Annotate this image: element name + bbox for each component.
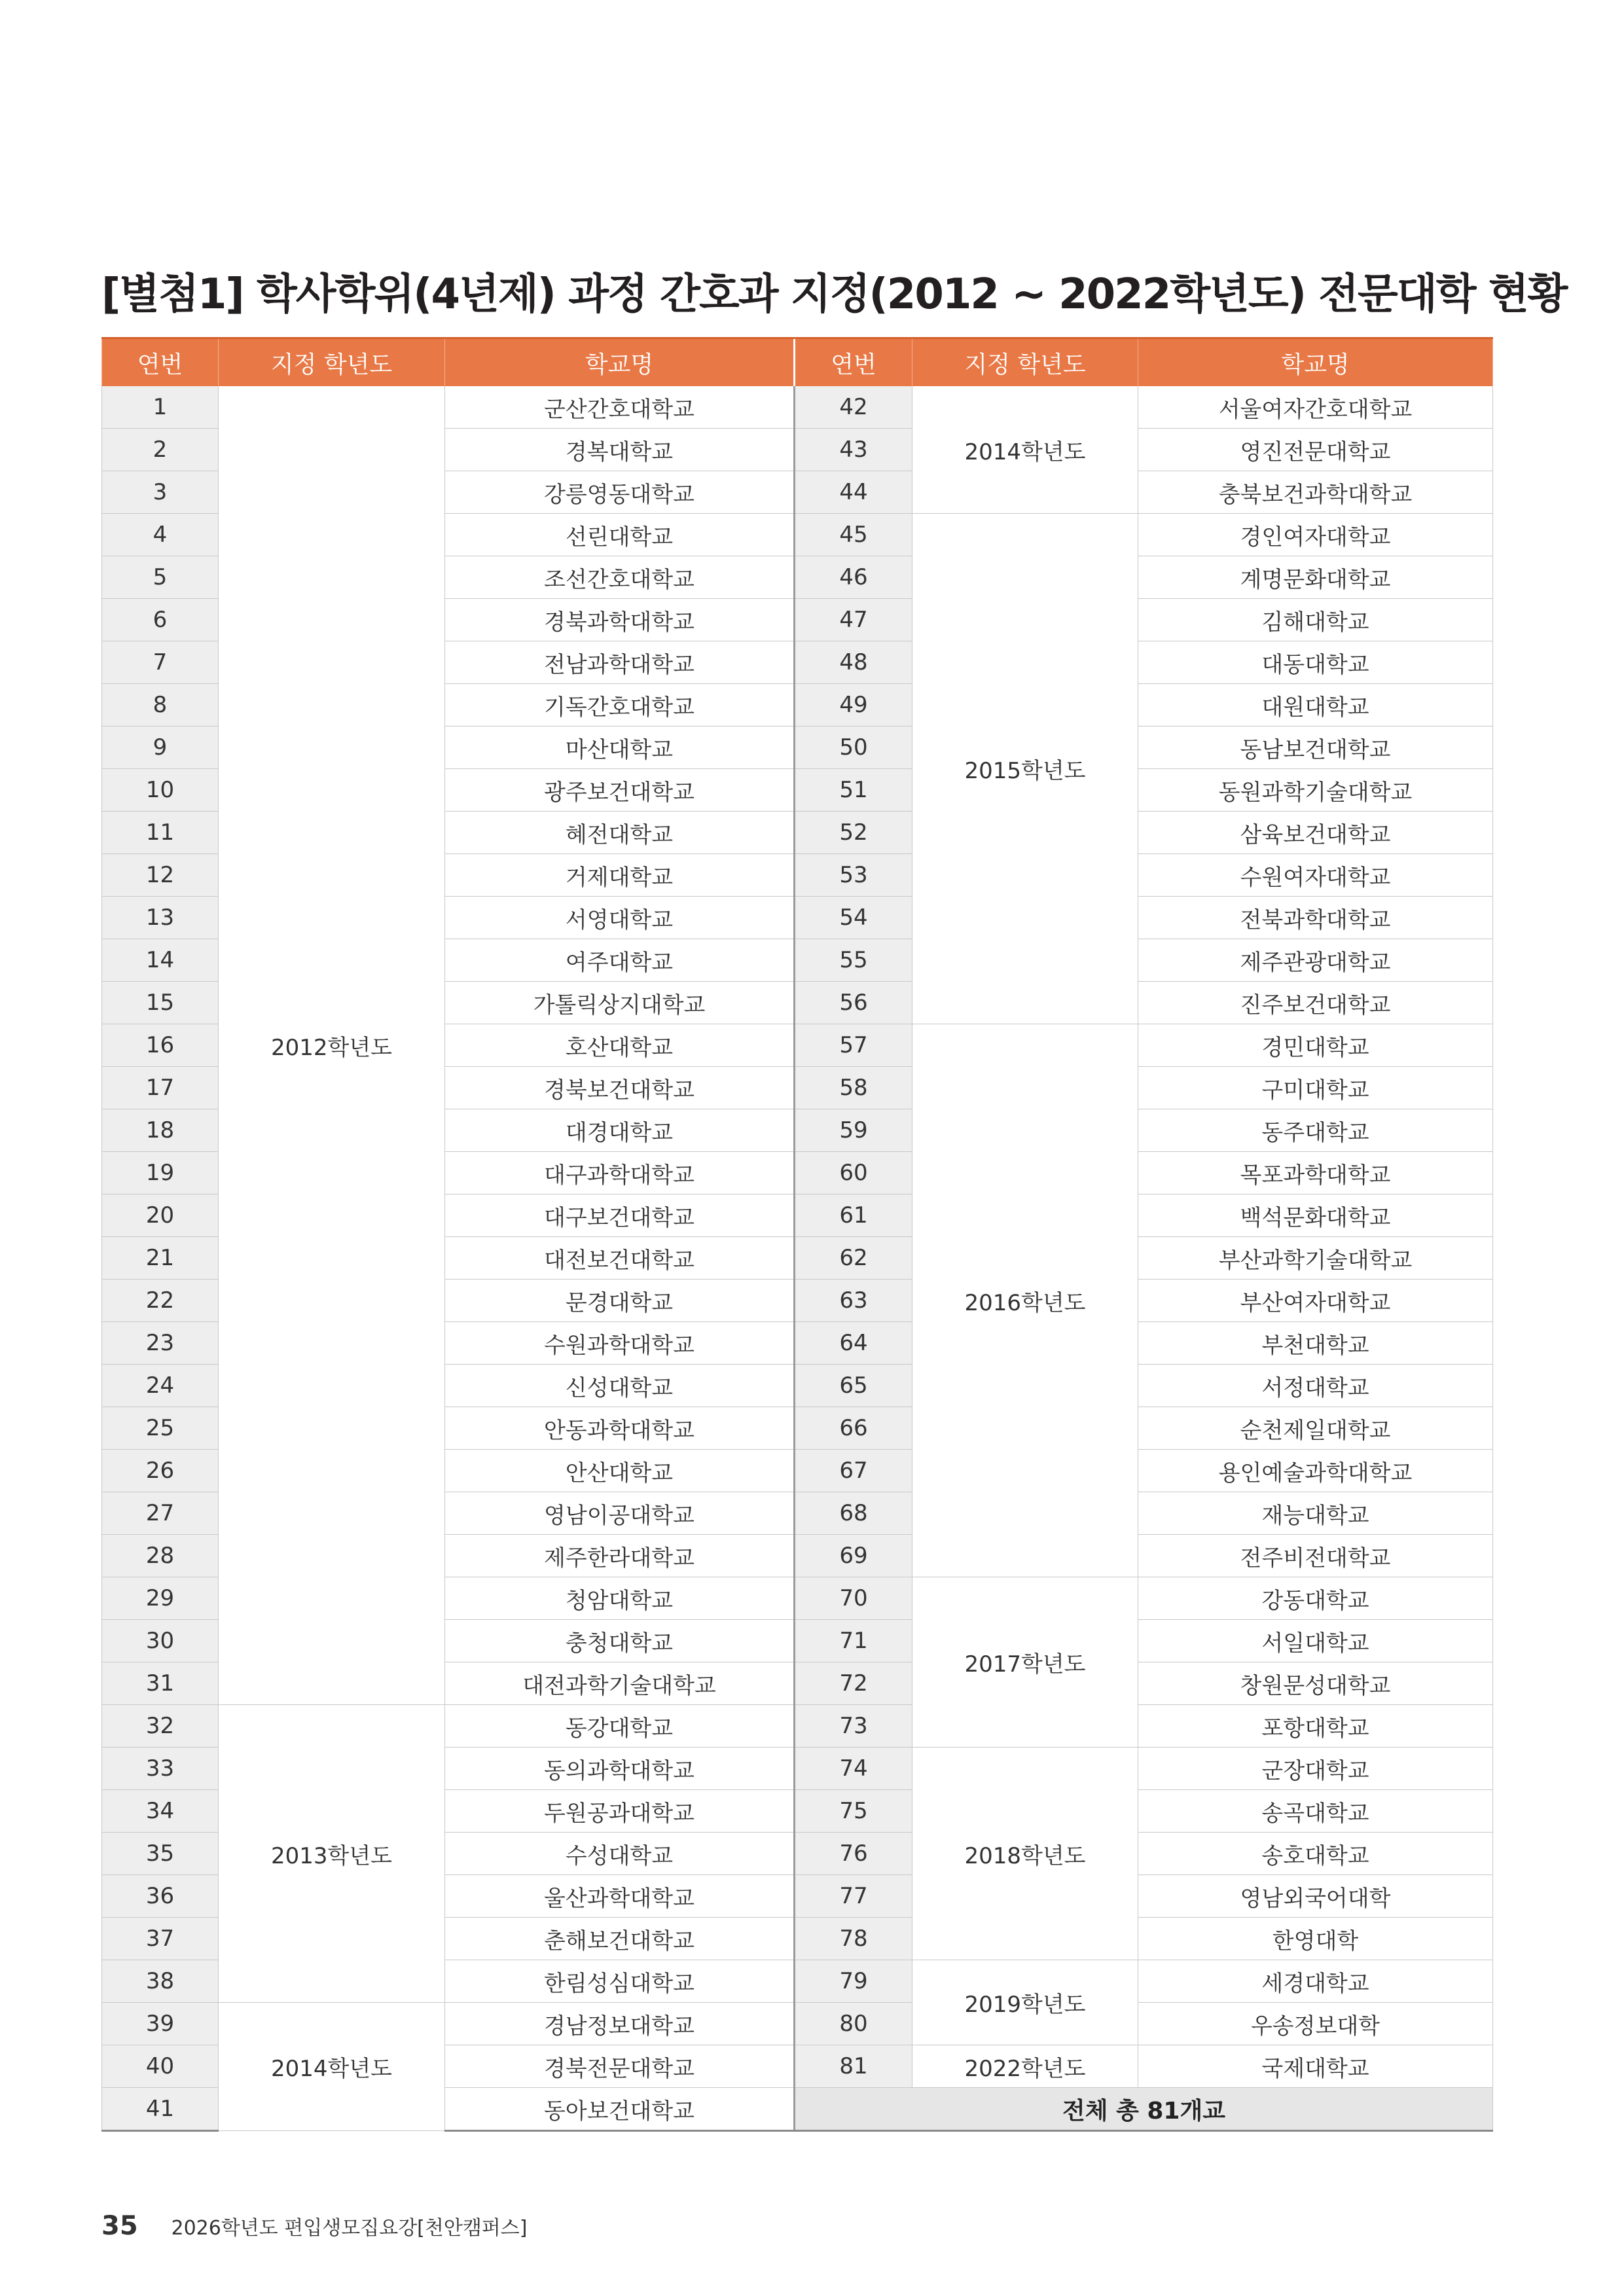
school-name: 안동과학대학교: [445, 1407, 795, 1450]
school-name: 거제대학교: [445, 854, 795, 897]
row-number: 45: [795, 514, 912, 556]
school-name: 경북과학대학교: [445, 599, 795, 641]
row-number: 26: [102, 1450, 219, 1492]
school-name: 한영대학: [1138, 1918, 1493, 1960]
school-name: 영진전문대학교: [1138, 429, 1493, 471]
row-number: 62: [795, 1237, 912, 1280]
school-name: 목포과학대학교: [1138, 1152, 1493, 1194]
row-number: 1: [102, 386, 219, 429]
school-name: 대동대학교: [1138, 641, 1493, 684]
school-name: 안산대학교: [445, 1450, 795, 1492]
designation-year: 2016학년도: [912, 1024, 1138, 1577]
row-number: 65: [795, 1365, 912, 1407]
school-name: 세경대학교: [1138, 1960, 1493, 2003]
row-number: 68: [795, 1492, 912, 1535]
row-number: 47: [795, 599, 912, 641]
school-name: 부산과학기술대학교: [1138, 1237, 1493, 1280]
school-name: 순천제일대학교: [1138, 1407, 1493, 1450]
row-number: 35: [102, 1833, 219, 1875]
row-number: 34: [102, 1790, 219, 1833]
school-name: 대구보건대학교: [445, 1194, 795, 1237]
row-number: 52: [795, 812, 912, 854]
row-number: 3: [102, 471, 219, 514]
school-name: 동원과학기술대학교: [1138, 769, 1493, 812]
row-number: 60: [795, 1152, 912, 1194]
table-body: [102, 386, 1493, 2131]
header-year-right: 지정 학년도: [912, 338, 1138, 387]
school-name: 진주보건대학교: [1138, 982, 1493, 1024]
row-number: 19: [102, 1152, 219, 1194]
row-number: 67: [795, 1450, 912, 1492]
row-number: 44: [795, 471, 912, 514]
row-number: 7: [102, 641, 219, 684]
school-name: 동강대학교: [445, 1705, 795, 1748]
school-name: 수원과학대학교: [445, 1322, 795, 1365]
designation-year: 2022학년도: [912, 2045, 1138, 2088]
page-footer: [101, 2211, 527, 2241]
row-number: 49: [795, 684, 912, 726]
table-row: [102, 1705, 1493, 1748]
school-name: 동남보건대학교: [1138, 726, 1493, 769]
header-num-right: 연번: [795, 338, 912, 387]
designation-year: 2013학년도: [219, 1705, 445, 2003]
school-name: 우송정보대학: [1138, 2003, 1493, 2045]
row-number: 38: [102, 1960, 219, 2003]
school-name: 충북보건과학대학교: [1138, 471, 1493, 514]
school-name: 계명문화대학교: [1138, 556, 1493, 599]
row-number: 61: [795, 1194, 912, 1237]
row-number: 46: [795, 556, 912, 599]
designation-year: 2019학년도: [912, 1960, 1138, 2045]
school-name: 청암대학교: [445, 1577, 795, 1620]
school-name: 김해대학교: [1138, 599, 1493, 641]
designation-year: 2012학년도: [219, 386, 445, 1705]
header-school-right: 학교명: [1138, 338, 1493, 387]
school-name: 군장대학교: [1138, 1748, 1493, 1790]
row-number: 12: [102, 854, 219, 897]
row-number: 23: [102, 1322, 219, 1365]
school-name: 동아보건대학교: [445, 2088, 795, 2131]
school-name: 송호대학교: [1138, 1833, 1493, 1875]
school-name: 서정대학교: [1138, 1365, 1493, 1407]
table-row: [102, 2003, 1493, 2045]
school-name: 전주비전대학교: [1138, 1535, 1493, 1577]
designation-year: 2018학년도: [912, 1748, 1138, 1960]
row-number: 17: [102, 1067, 219, 1109]
header-year-left: 지정 학년도: [219, 338, 445, 387]
row-number: 29: [102, 1577, 219, 1620]
school-name: 서울여자간호대학교: [1138, 386, 1493, 429]
row-number: 56: [795, 982, 912, 1024]
total-count: 전체 총 81개교: [795, 2088, 1493, 2131]
school-name: 조선간호대학교: [445, 556, 795, 599]
school-name: 강동대학교: [1138, 1577, 1493, 1620]
college-table: [101, 337, 1493, 2132]
school-name: 재능대학교: [1138, 1492, 1493, 1535]
row-number: 43: [795, 429, 912, 471]
school-name: 선린대학교: [445, 514, 795, 556]
school-name: 강릉영동대학교: [445, 471, 795, 514]
row-number: 33: [102, 1748, 219, 1790]
school-name: 수원여자대학교: [1138, 854, 1493, 897]
school-name: 제주관광대학교: [1138, 939, 1493, 982]
row-number: 20: [102, 1194, 219, 1237]
row-number: 39: [102, 2003, 219, 2045]
row-number: 13: [102, 897, 219, 939]
header-school-left: 학교명: [445, 338, 795, 387]
row-number: 21: [102, 1237, 219, 1280]
school-name: 영남외국어대학: [1138, 1875, 1493, 1918]
row-number: 36: [102, 1875, 219, 1918]
school-name: 국제대학교: [1138, 2045, 1493, 2088]
school-name: 신성대학교: [445, 1365, 795, 1407]
row-number: 28: [102, 1535, 219, 1577]
school-name: 대구과학대학교: [445, 1152, 795, 1194]
row-number: 70: [795, 1577, 912, 1620]
row-number: 76: [795, 1833, 912, 1875]
page-number: 35: [101, 2211, 138, 2241]
designation-year: 2014학년도: [912, 386, 1138, 514]
school-name: 동주대학교: [1138, 1109, 1493, 1152]
row-number: 79: [795, 1960, 912, 2003]
school-name: 창원문성대학교: [1138, 1662, 1493, 1705]
row-number: 51: [795, 769, 912, 812]
row-number: 53: [795, 854, 912, 897]
table-row: [102, 386, 1493, 429]
header-num-left: 연번: [102, 338, 219, 387]
row-number: 25: [102, 1407, 219, 1450]
school-name: 마산대학교: [445, 726, 795, 769]
row-number: 64: [795, 1322, 912, 1365]
row-number: 32: [102, 1705, 219, 1748]
school-name: 광주보건대학교: [445, 769, 795, 812]
school-name: 포항대학교: [1138, 1705, 1493, 1748]
row-number: 77: [795, 1875, 912, 1918]
school-name: 군산간호대학교: [445, 386, 795, 429]
row-number: 41: [102, 2088, 219, 2131]
school-name: 가톨릭상지대학교: [445, 982, 795, 1024]
designation-year: 2015학년도: [912, 514, 1138, 1024]
school-name: 호산대학교: [445, 1024, 795, 1067]
school-name: 경남정보대학교: [445, 2003, 795, 2045]
row-number: 27: [102, 1492, 219, 1535]
school-name: 충청대학교: [445, 1620, 795, 1662]
row-number: 2: [102, 429, 219, 471]
row-number: 74: [795, 1748, 912, 1790]
school-name: 삼육보건대학교: [1138, 812, 1493, 854]
school-name: 동의과학대학교: [445, 1748, 795, 1790]
page-title: [별첨1] 학사학위(4년제) 과정 간호과 지정(2012 ~ 2022학년도) 전문대학 현황: [101, 270, 1567, 319]
row-number: 59: [795, 1109, 912, 1152]
row-number: 31: [102, 1662, 219, 1705]
row-number: 78: [795, 1918, 912, 1960]
school-name: 경복대학교: [445, 429, 795, 471]
row-number: 75: [795, 1790, 912, 1833]
row-number: 8: [102, 684, 219, 726]
school-name: 문경대학교: [445, 1280, 795, 1322]
school-name: 전남과학대학교: [445, 641, 795, 684]
school-name: 송곡대학교: [1138, 1790, 1493, 1833]
school-name: 대전보건대학교: [445, 1237, 795, 1280]
row-number: 10: [102, 769, 219, 812]
row-number: 37: [102, 1918, 219, 1960]
row-number: 69: [795, 1535, 912, 1577]
row-number: 40: [102, 2045, 219, 2088]
school-name: 부산여자대학교: [1138, 1280, 1493, 1322]
row-number: 54: [795, 897, 912, 939]
row-number: 48: [795, 641, 912, 684]
row-number: 15: [102, 982, 219, 1024]
school-name: 영남이공대학교: [445, 1492, 795, 1535]
row-number: 5: [102, 556, 219, 599]
school-name: 백석문화대학교: [1138, 1194, 1493, 1237]
school-name: 춘해보건대학교: [445, 1918, 795, 1960]
school-name: 경민대학교: [1138, 1024, 1493, 1067]
row-number: 14: [102, 939, 219, 982]
row-number: 11: [102, 812, 219, 854]
row-number: 50: [795, 726, 912, 769]
school-name: 수성대학교: [445, 1833, 795, 1875]
row-number: 22: [102, 1280, 219, 1322]
designation-year: 2014학년도: [219, 2003, 445, 2131]
school-name: 울산과학대학교: [445, 1875, 795, 1918]
school-name: 기독간호대학교: [445, 684, 795, 726]
school-name: 구미대학교: [1138, 1067, 1493, 1109]
school-name: 서일대학교: [1138, 1620, 1493, 1662]
row-number: 30: [102, 1620, 219, 1662]
document-title: 2026학년도 편입생모집요강[천안캠퍼스]: [171, 2217, 528, 2240]
row-number: 71: [795, 1620, 912, 1662]
row-number: 9: [102, 726, 219, 769]
school-name: 용인예술과학대학교: [1138, 1450, 1493, 1492]
school-name: 대경대학교: [445, 1109, 795, 1152]
row-number: 42: [795, 386, 912, 429]
school-name: 한림성심대학교: [445, 1960, 795, 2003]
school-name: 전북과학대학교: [1138, 897, 1493, 939]
row-number: 4: [102, 514, 219, 556]
row-number: 24: [102, 1365, 219, 1407]
school-name: 대원대학교: [1138, 684, 1493, 726]
school-name: 두원공과대학교: [445, 1790, 795, 1833]
school-name: 경북전문대학교: [445, 2045, 795, 2088]
row-number: 6: [102, 599, 219, 641]
school-name: 경인여자대학교: [1138, 514, 1493, 556]
school-name: 경북보건대학교: [445, 1067, 795, 1109]
school-name: 서영대학교: [445, 897, 795, 939]
row-number: 58: [795, 1067, 912, 1109]
row-number: 63: [795, 1280, 912, 1322]
designation-year: 2017학년도: [912, 1577, 1138, 1748]
row-number: 55: [795, 939, 912, 982]
row-number: 81: [795, 2045, 912, 2088]
school-name: 제주한라대학교: [445, 1535, 795, 1577]
row-number: 80: [795, 2003, 912, 2045]
row-number: 16: [102, 1024, 219, 1067]
school-name: 대전과학기술대학교: [445, 1662, 795, 1705]
school-name: 여주대학교: [445, 939, 795, 982]
row-number: 18: [102, 1109, 219, 1152]
table-header-row: [102, 338, 1493, 387]
row-number: 72: [795, 1662, 912, 1705]
row-number: 66: [795, 1407, 912, 1450]
row-number: 57: [795, 1024, 912, 1067]
school-name: 혜전대학교: [445, 812, 795, 854]
school-name: 부천대학교: [1138, 1322, 1493, 1365]
row-number: 73: [795, 1705, 912, 1748]
